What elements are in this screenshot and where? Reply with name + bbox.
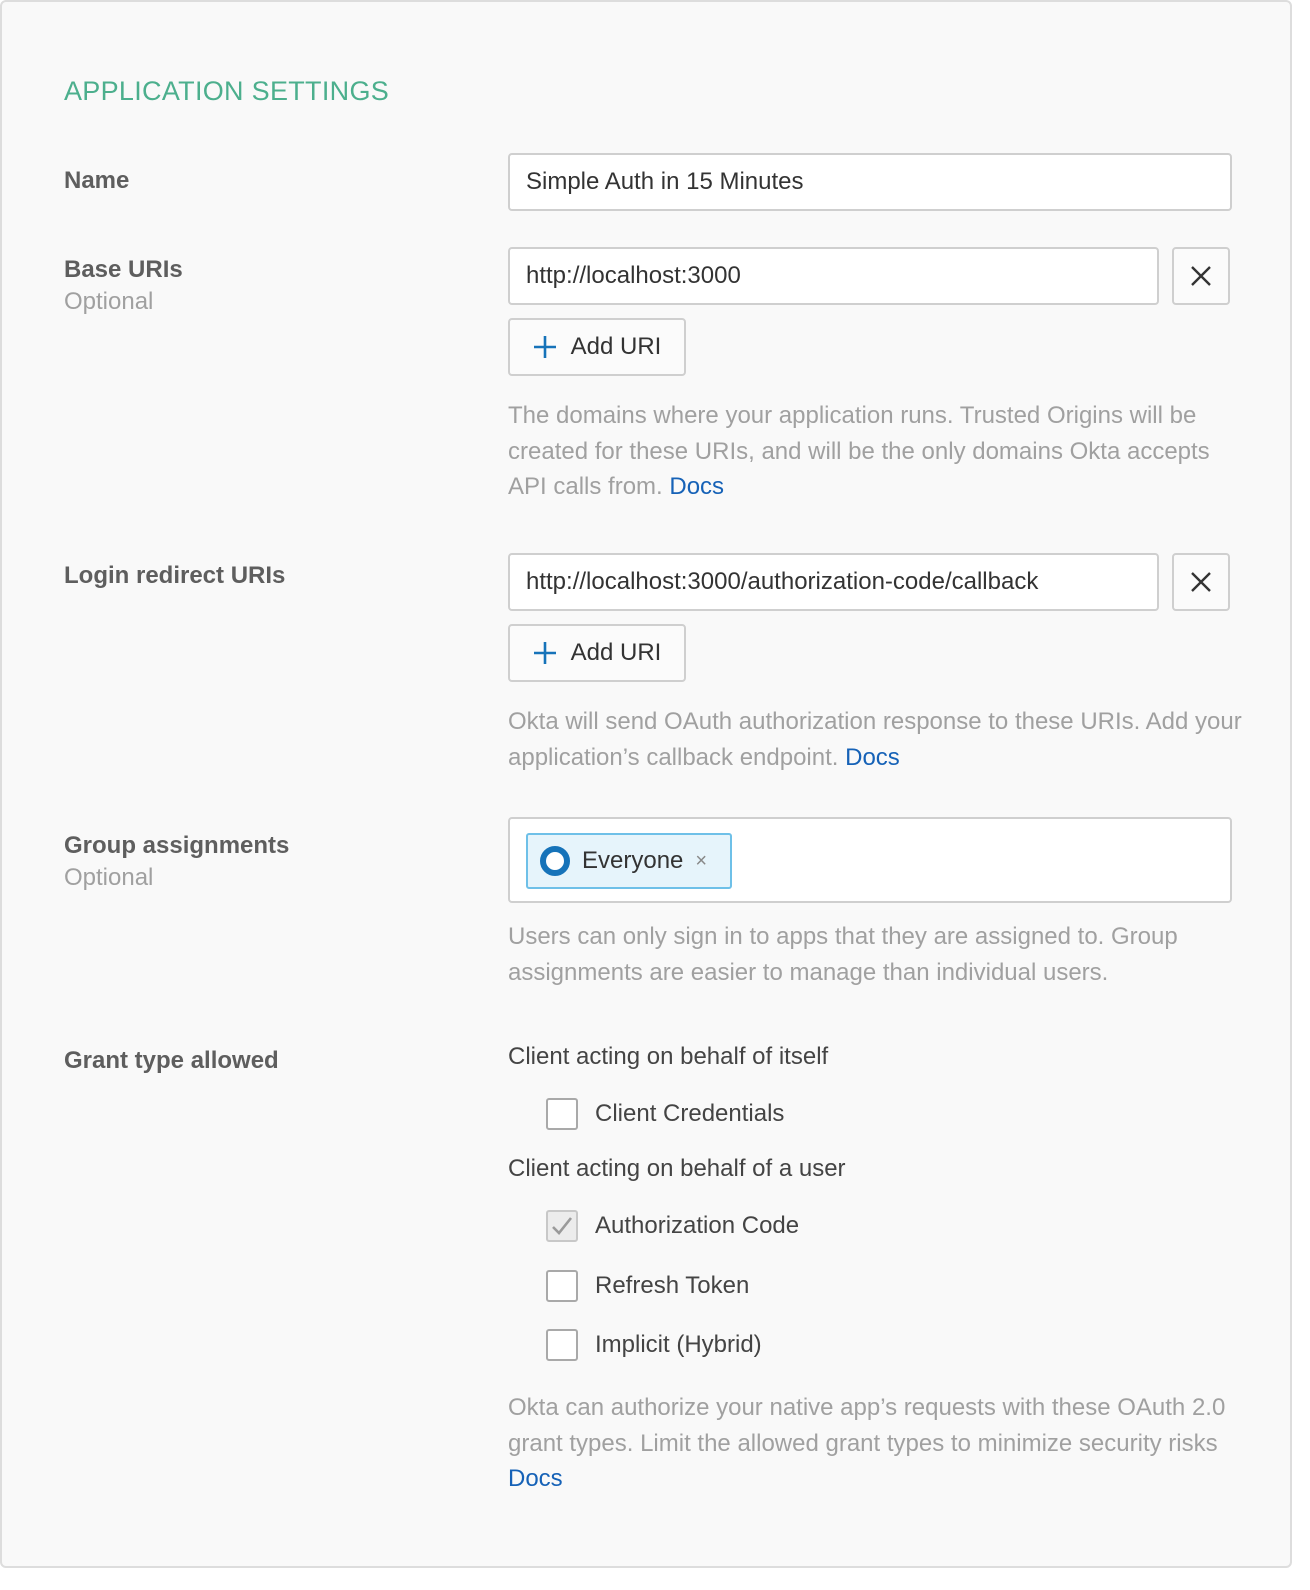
- grant-type-label: Grant type allowed: [64, 1047, 279, 1074]
- group-assignments-input[interactable]: [508, 817, 1232, 903]
- group-assignments-label: Group assignments: [64, 832, 290, 859]
- remove-base-uri-button[interactable]: [1172, 247, 1230, 305]
- login-redirect-input-value: http://localhost:3000/authorization-code/callback: [526, 568, 1039, 595]
- plus-icon: [533, 335, 557, 359]
- authorization-code-checkbox[interactable]: [546, 1210, 578, 1242]
- add-login-redirect-button[interactable]: [508, 624, 686, 682]
- login-redirect-label: Login redirect URIs: [64, 562, 286, 589]
- grant-type-help-text: Okta can authorize your native app’s requests with these OAuth 2.0 grant types. Limit the allowed grant types to minimize security risks: [508, 1394, 1226, 1457]
- name-input-value: Simple Auth in 15 Minutes: [526, 168, 804, 195]
- add-base-uri-label: Add URI: [570, 333, 662, 360]
- login-redirect-help-text: Okta will send OAuth authorization response to these URIs. Add your application’s callback endpoint.: [508, 708, 1242, 771]
- add-base-uri-button[interactable]: [508, 318, 686, 376]
- group-icon: [540, 846, 570, 876]
- base-uris-help: [508, 398, 1248, 505]
- plus-icon: [533, 641, 557, 665]
- checkmark-icon: [550, 1214, 574, 1238]
- group-assignments-optional: Optional: [64, 864, 154, 891]
- group-chip-everyone[interactable]: [526, 833, 732, 889]
- remove-login-redirect-button[interactable]: [1172, 553, 1230, 611]
- group-chip-label: Everyone: [582, 847, 684, 874]
- grant-type-help: [508, 1390, 1248, 1497]
- group-assignments-help: [508, 919, 1248, 990]
- client-credentials-option[interactable]: [546, 1098, 784, 1130]
- grant-type-docs-link[interactable]: Docs: [508, 1465, 563, 1492]
- base-uri-input[interactable]: [508, 247, 1159, 305]
- implicit-hybrid-checkbox[interactable]: [546, 1329, 578, 1361]
- implicit-hybrid-label: Implicit (Hybrid): [595, 1331, 762, 1358]
- refresh-token-checkbox[interactable]: [546, 1270, 578, 1302]
- login-redirect-help: [508, 704, 1248, 775]
- login-redirect-docs-link[interactable]: Docs: [845, 743, 900, 771]
- base-uris-label: Base URIs: [64, 256, 183, 283]
- client-credentials-label: Client Credentials: [595, 1100, 785, 1127]
- grant-group-user: Client acting on behalf of a user: [508, 1155, 846, 1182]
- authorization-code-label: Authorization Code: [595, 1212, 800, 1239]
- name-input[interactable]: [508, 153, 1232, 211]
- group-assignments-help-text: Users can only sign in to apps that they are assigned to. Group assignments are easier to manage than individual users.: [508, 923, 1178, 986]
- refresh-token-label: Refresh Token: [595, 1272, 750, 1299]
- client-credentials-checkbox[interactable]: [546, 1098, 578, 1130]
- base-uris-optional: Optional: [64, 288, 154, 315]
- add-login-redirect-label: Add URI: [570, 639, 662, 666]
- base-uris-help-text: The domains where your application runs. Trusted Origins will be created for these URIs, and will be the only domains Okta accepts API calls from.: [508, 402, 1210, 500]
- close-icon: [1190, 265, 1212, 287]
- refresh-token-option[interactable]: [546, 1270, 749, 1302]
- chip-remove-icon[interactable]: ×: [695, 849, 708, 872]
- base-uris-docs-link[interactable]: Docs: [669, 473, 725, 500]
- name-label: Name: [64, 167, 130, 194]
- grant-group-self: Client acting on behalf of itself: [508, 1043, 829, 1070]
- section-title: APPLICATION SETTINGS: [64, 76, 390, 106]
- base-uri-input-value: http://localhost:3000: [526, 262, 741, 289]
- authorization-code-option[interactable]: [546, 1210, 799, 1242]
- implicit-hybrid-option[interactable]: [546, 1329, 762, 1361]
- close-icon: [1190, 571, 1212, 593]
- login-redirect-input[interactable]: [508, 553, 1159, 611]
